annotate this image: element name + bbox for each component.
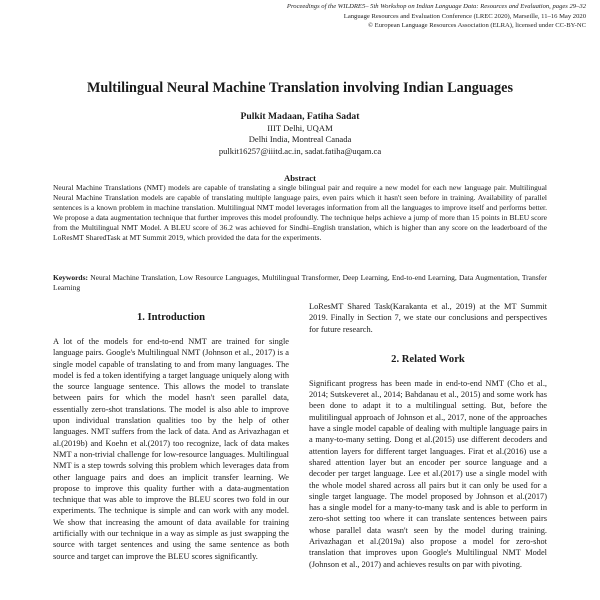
paper-title: Multilingual Neural Machine Translation involving Indian Languages: [86, 80, 514, 96]
affiliation-line-2: Delhi India, Montreal Canada: [248, 134, 352, 145]
proceedings-line-3: © European Language Resources Association (ELRA), licensed under CC-BY-NC: [368, 22, 586, 30]
affiliation-line-1: IIIT Delhi, UQAM: [267, 123, 333, 133]
keywords-text: Neural Machine Translation, Low Resource Languages, Multilingual Transformer, Deep Learning, End-to-end Learning, Data Augmentation, Transfer Learning: [53, 273, 548, 292]
right-column: [309, 301, 547, 570]
paper-authors: Pulkit Madaan, Fatiha Sadat: [240, 111, 360, 122]
related-work-heading: 2. Related Work: [391, 353, 465, 365]
introduction-heading: 1. Introduction: [136, 312, 206, 323]
keywords-label: Keywords:: [53, 273, 88, 282]
related-work-text: Significant progress has been made in end-to-end NMT (Cho et al., 2014; Sutskeveret al., 2014; Bahdanau et al., 2015) and some work has been done to adapt it to a multilingual setting. But, before the mulitilingual approach of Johnson et al., 2017, none of the approaches have a single model capable of dealing with multiple language pairs in a many-to-many setting. Dong et al.(2015) use different decoders and attention layers for different target languages. Firat et al.(2016) use a shared attention layer but an encoder per source language and a decoder per target language. Lee et al.(2017) use a single model with the whole model shared across all pairs but it can only be used for a single target language. The model proposed by Johnson et al.(2017) has a single model for a many-to-many task and is able to perform in zero-shot setting too where it can translate sentences between pairs whose parallel data wasn't seen by the model during training. Arivazhagan et al.(2019a) also propose a model for zero-shot translation that improves upon Google's Multilingual NMT Model (Johnson et al., 2017) and achieves results on par with pivoting.: [309, 378, 547, 569]
keywords: [53, 273, 547, 293]
left-column: [53, 312, 289, 562]
proceedings-line-2: Language Resources and Evaluation Conference (LREC 2020), Marseille, 11–16 May 2020: [343, 12, 586, 20]
proceedings-header: [206, 2, 586, 31]
introduction-continuation: LoResMT Shared Task(Karakanta et al., 2019) at the MT Summit 2019. Finally in Section 7, we state our conclusions and perspectives for future research.: [309, 302, 547, 334]
proceedings-line-1: Proceedings of the WILDRE5– 5th Workshop on Indian Language Data: Resources and Evaluation, pages 29–32: [286, 3, 586, 10]
abstract-text: Neural Machine Translations (NMT) models are capable of translating a single bilingual pair and require a new model for each new language pair. Multilingual Neural Machine Translation models are capable of translating multiple language pairs, even pairs which it hasn't seen before in training. Availability of parallel sentences is a known problem in machine translation. Multilingual NMT model leverages information from all the languages to improve itself and performs better. We propose a data augmentation technique that further improves this model profoundly. The technique helps achieve a jump of more than 15 points in BLEU score from the Multilingual NMT Model. A BLEU score of 36.2 was achieved for Sindhi–English translation, which is higher than any score on the leaderboard of the LoResMT SharedTask at MT Summit 2019, which provided the data for the experiments.: [53, 183, 547, 242]
author-affiliations: [0, 123, 600, 157]
abstract-heading: Abstract: [284, 173, 316, 183]
author-emails: pulkit16257@iiitd.ac.in, sadat.fatiha@uqam.ca: [218, 145, 382, 156]
introduction-text: A lot of the models for end-to-end NMT are trained for single language pairs. Google's Multilingual NMT (Johnson et al., 2017) is a single model capable of translating to and from many languages. The model is fed a token identifying a target language uniquely along with the source language sentence. This allows the model to translate between pairs for which the model hasn't seen parallel data, essentially zero-shot translations. The model is also able to improve upon individual translation qualities too by the help of other languages. NMT suffers from the lack of data. And as Arivazhagan et al.(2019b) and Koehn et al.(2017) too recognize, lack of data makes NMT a non-trivial challenge for low-resource languages. Multilingual NMT is a step towrds solving this problem which leverages data from other language pairs and does an implicit transfer learning. We propose to improve this quality further with a data-augmentation technique that was able to improve the BLEU scores two fold in our experiments. The technique is simple and can work with any model. We show that increasing the amount of data available for training artificially with our technique in a way as simple as just swapping the source with target sentences and using the same sentence as both source and target can improve the BLEU scores significantly.: [53, 337, 289, 561]
